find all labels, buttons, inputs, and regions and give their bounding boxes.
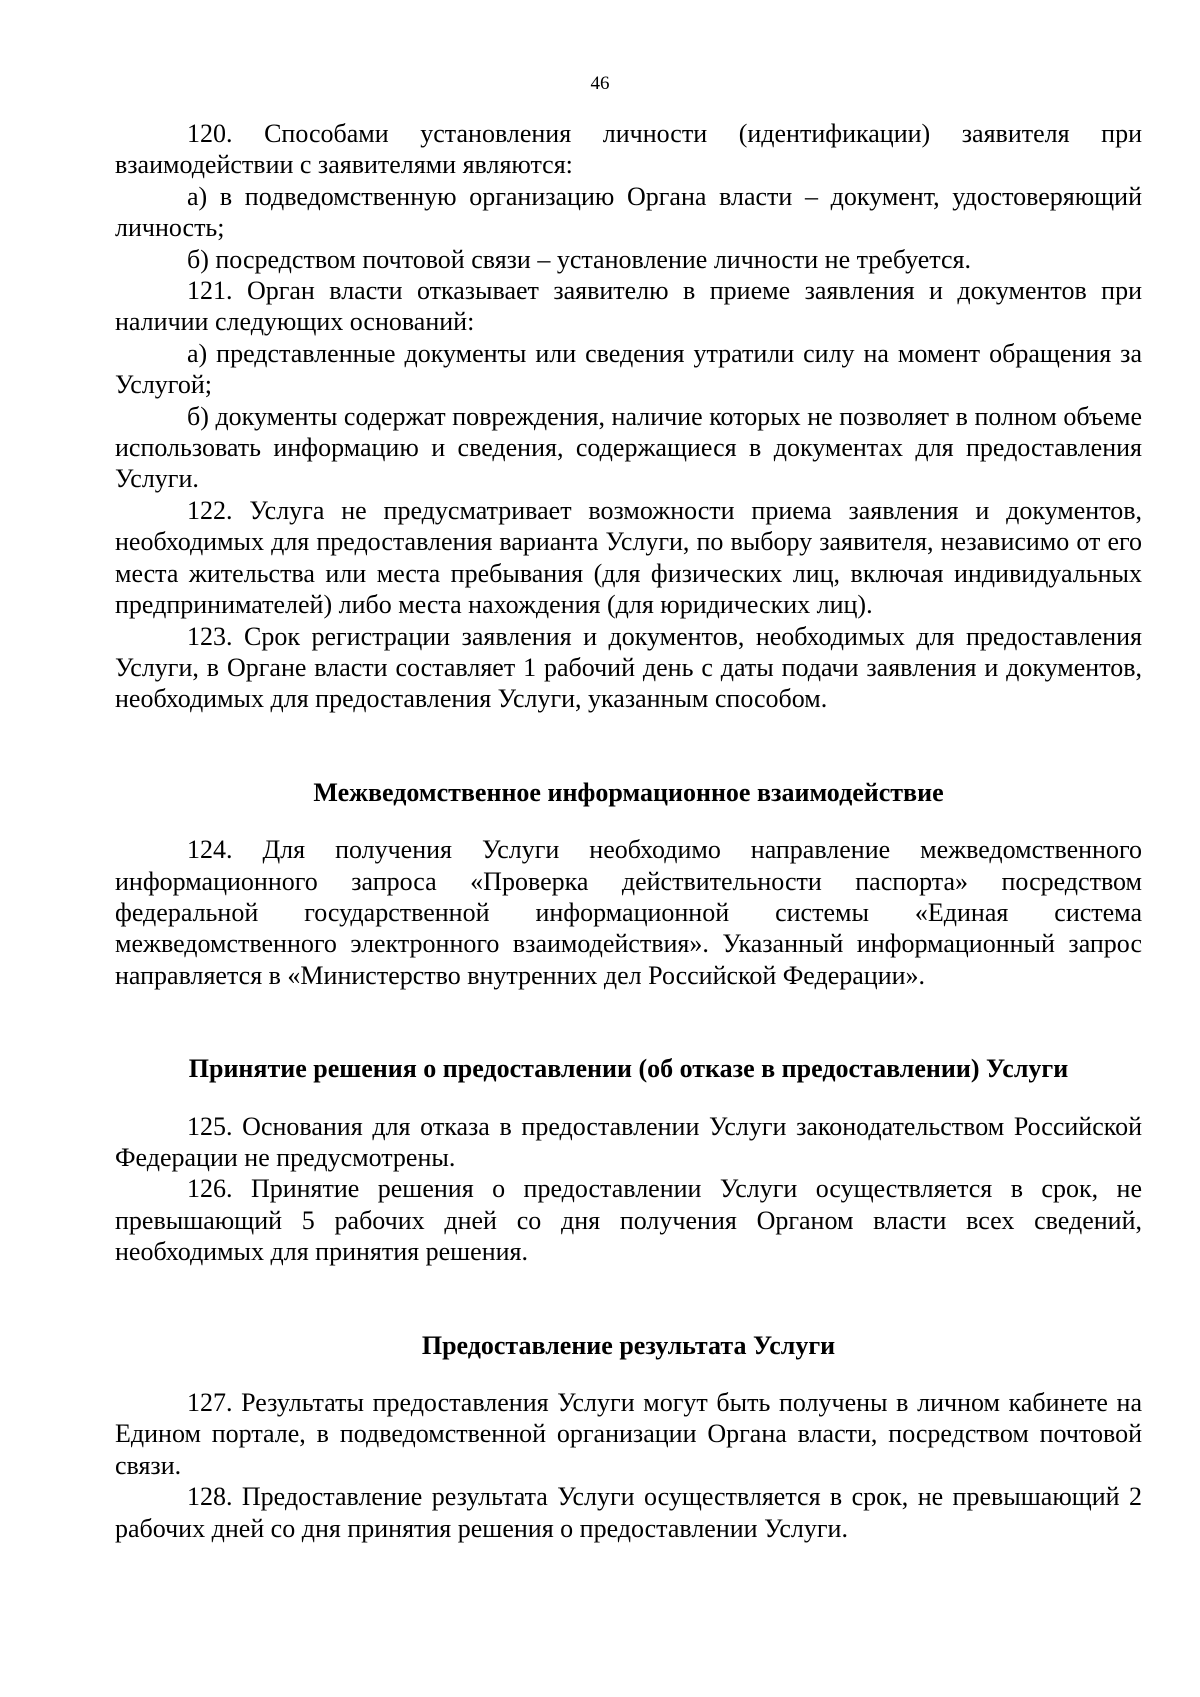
section-heading-interagency: Межведомственное информационное взаимодействие xyxy=(313,777,944,807)
paragraph-126: 126. Принятие решения о предоставлении Услуги осуществляется в срок, не превышающий 5 рабочих дней со дня получения Органом власти всех сведений, необходимых для принятия решения. xyxy=(115,1174,1142,1267)
paragraph-127: 127. Результаты предоставления Услуги могут быть получены в личном кабинете на Едином портале, в подведомственной организации Органа власти, посредством почтовой связи. xyxy=(115,1388,1142,1480)
section-spacer xyxy=(115,1085,1142,1111)
section-heading-decision: Принятие решения о предоставлении (об отказе в предоставлении) Услуги xyxy=(188,1054,1069,1084)
document-body xyxy=(115,118,1142,1544)
section-spacer xyxy=(115,808,1142,834)
paragraph-120: 120. Способами установления личности (идентификации) заявителя при взаимодействии с заявителями являются: xyxy=(115,119,1142,180)
paragraph-121-a: а) представленные документы или сведения утратили силу на момент обращения за Услугой; xyxy=(115,338,1142,400)
paragraph-128: 128. Предоставление результата Услуги осуществляется в срок, не превышающий 2 рабочих дней со дня принятия решения о предоставлении Услуги. xyxy=(115,1482,1142,1543)
section-spacer xyxy=(115,1361,1142,1387)
paragraph-121: 121. Орган власти отказывает заявителю в приеме заявления и документов при наличии следующих оснований: xyxy=(115,276,1142,337)
section-spacer xyxy=(115,991,1142,1053)
paragraph-124: 124. Для получения Услуги необходимо направление межведомственного информационного запроса «Проверка действительности паспорта» посредством федеральной государственной информационной системы «Единая система межведомственного электронного взаимодействия». Указанный информационный запрос направляется в «Министерство внутренних дел Российской Федерации». xyxy=(115,835,1142,990)
section-spacer xyxy=(115,715,1142,777)
section-spacer xyxy=(115,1268,1142,1330)
page-number: 46 xyxy=(590,73,610,94)
paragraph-123: 123. Срок регистрации заявления и документов, необходимых для предоставления Услуги, в Органе власти составляет 1 рабочий день с даты подачи заявления и документов, необходимых для предоставления Услуги, указанным способом. xyxy=(115,621,1142,714)
paragraph-122: 122. Услуга не предусматривает возможности приема заявления и документов, необходимых для предоставления варианта Услуги, по выбору заявителя, независимо от его места жительства или места пребывания (для физических лиц, включая индивидуальных предпринимателей) либо места нахождения (для юридических лиц). xyxy=(115,495,1142,620)
paragraph-125: 125. Основания для отказа в предоставлении Услуги законодательством Российской Федерации не предусмотрены. xyxy=(115,1111,1142,1172)
section-heading-result: Предоставление результата Услуги xyxy=(421,1330,836,1360)
paragraph-121-b: б) документы содержат повреждения, наличие которых не позволяет в полном объеме использовать информацию и сведения, содержащиеся в документах для предоставления Услуги. xyxy=(115,401,1142,494)
paragraph-120-b: б) посредством почтовой связи – установление личности не требуется. xyxy=(187,244,971,274)
paragraph-120-a: а) в подведомственную организацию Органа власти – документ, удостоверяющий личность; xyxy=(115,181,1142,243)
